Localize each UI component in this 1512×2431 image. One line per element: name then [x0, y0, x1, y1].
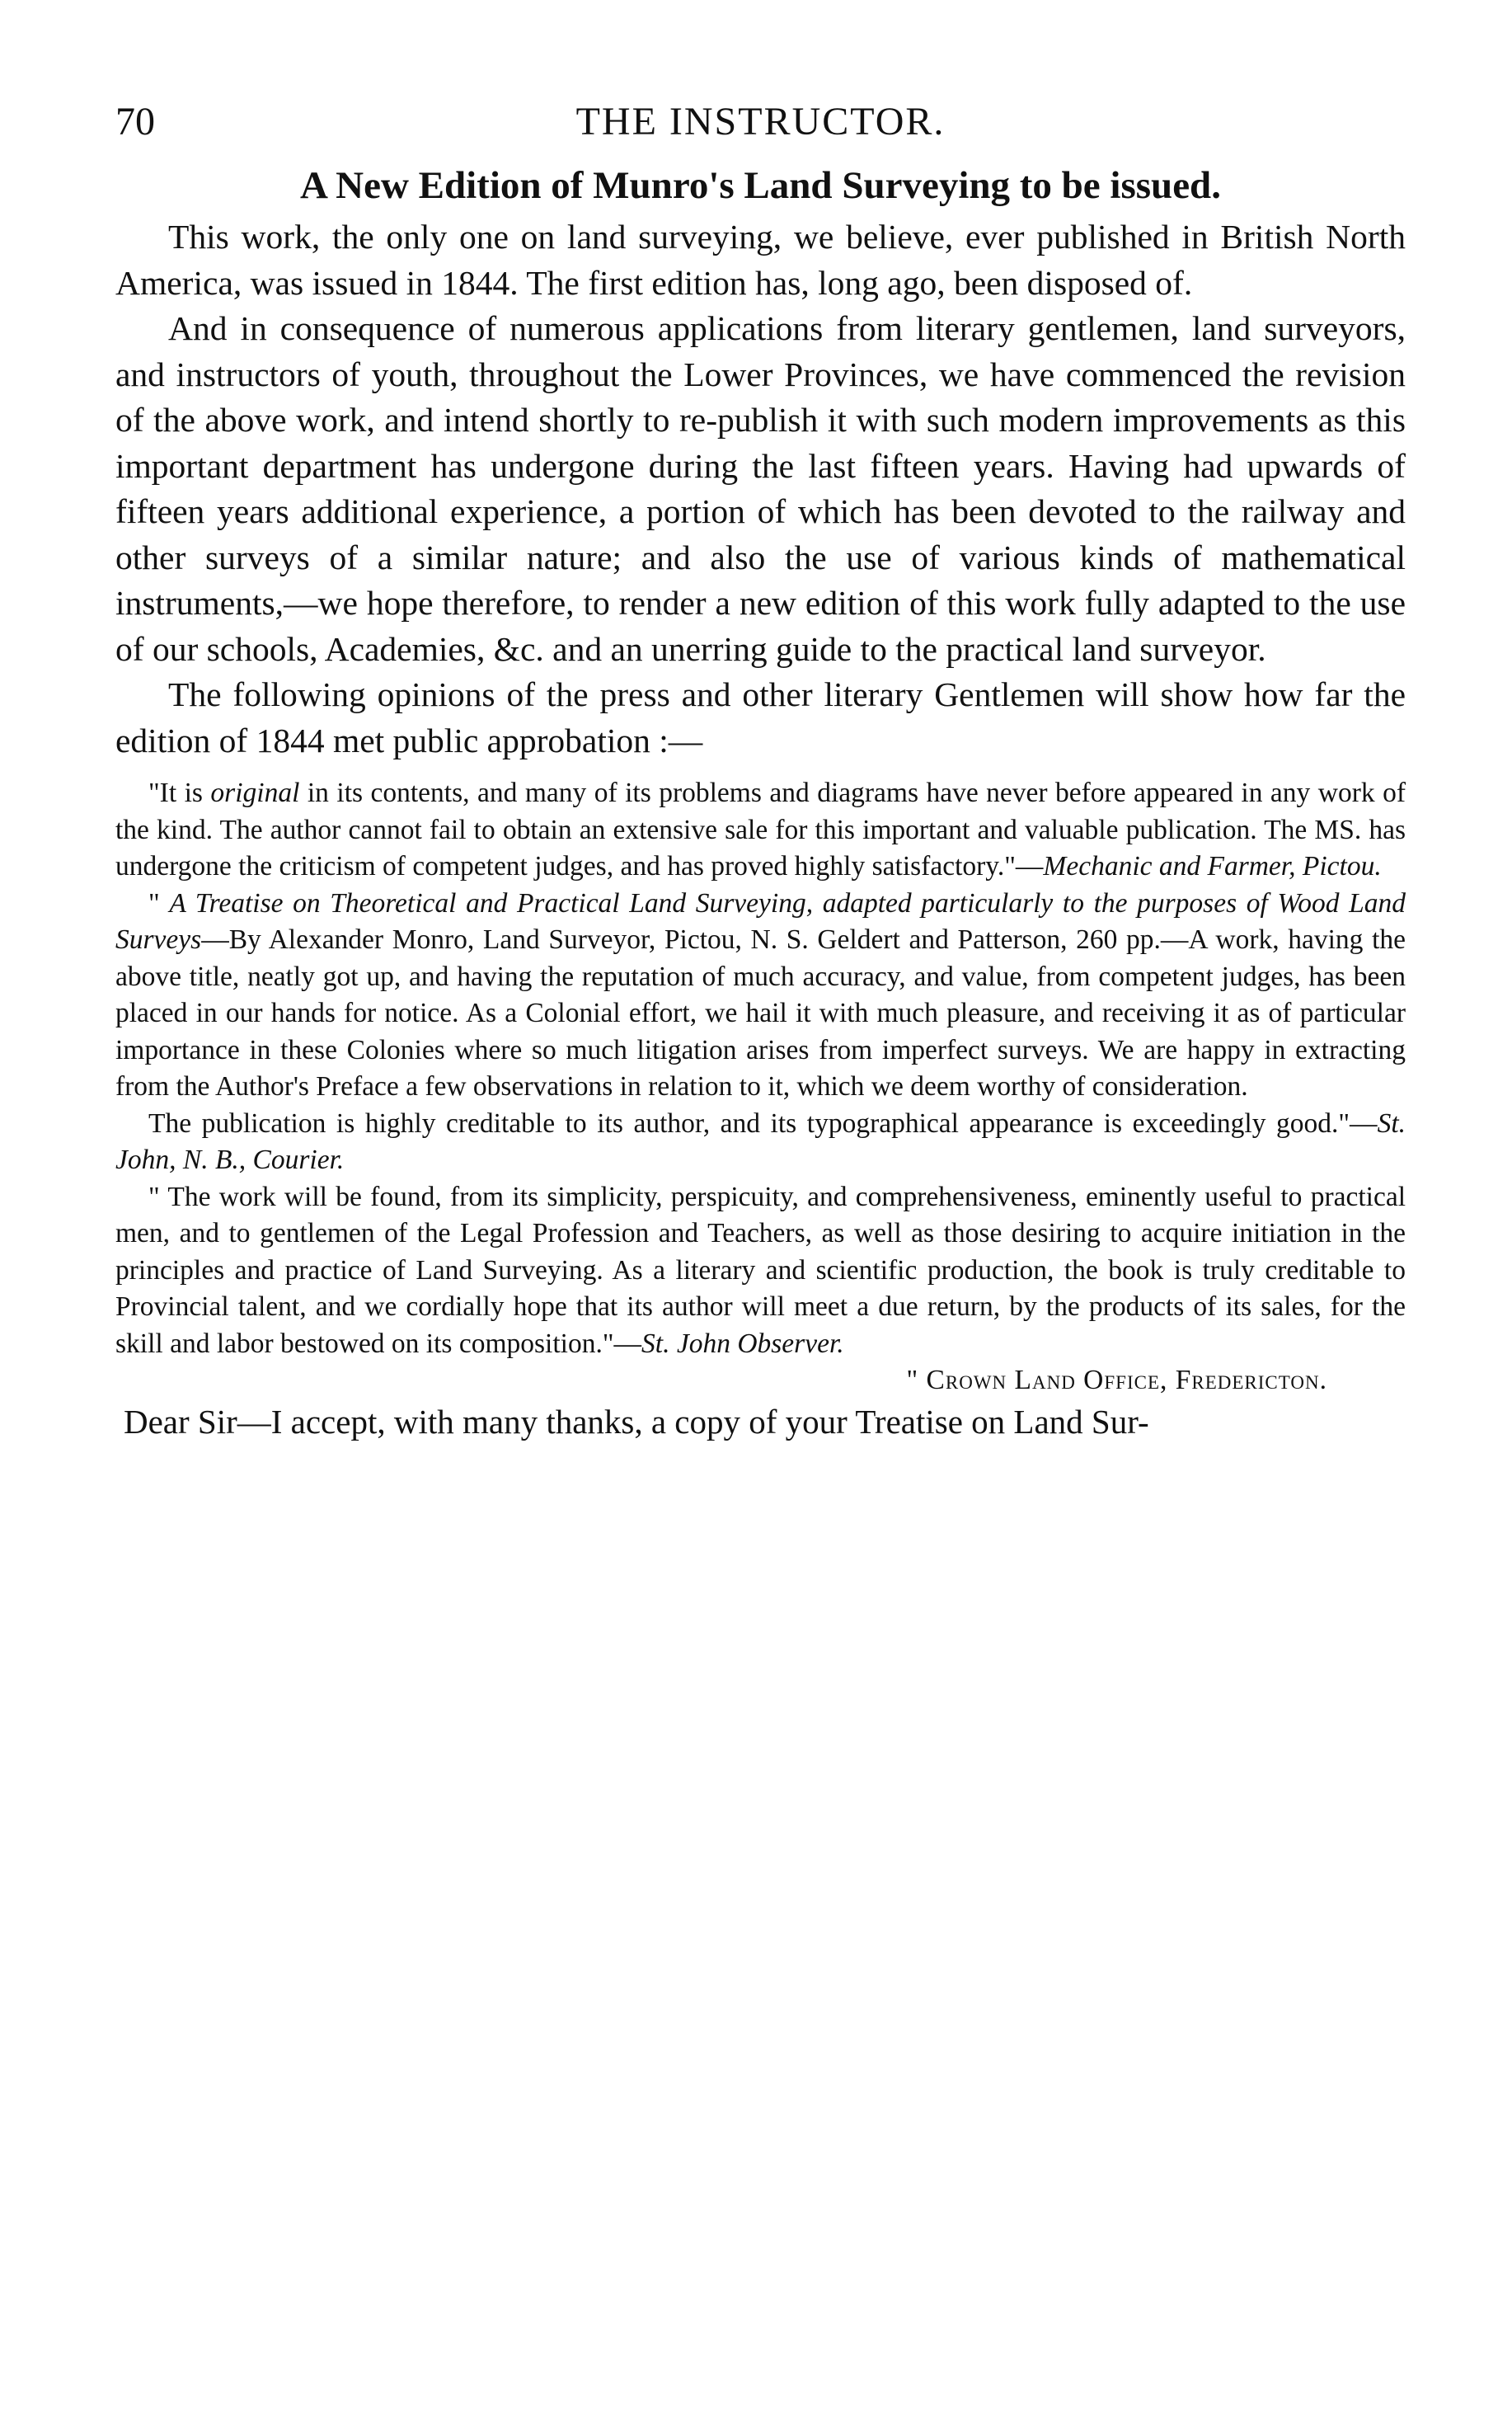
letter-heading: " Crown Land Office, Fredericton.: [906, 1365, 1327, 1395]
press-quote: [115, 1179, 1406, 1363]
letter-opening: Dear Sir—I accept, with many thanks, a copy of your Treatise on Land Sur-: [124, 1402, 1149, 1441]
quote-source: St. John Observer.: [641, 1328, 844, 1359]
quote-text: " The work will be found, from its simplicity, perspicuity, and comprehensiveness, eminently useful to practical men, and to gentlemen of the Legal Profession and Teachers, as well as those desiring to acquire initiation in the principles and practice of Land Surveying. As a literary and scientific production, the book is truly creditable to Provincial talent, and we cordially hope that its author will meet a due return, by the products of its sales, for the skill and labor bestowed on its composition."—: [115, 1181, 1406, 1359]
quote-source: St. John, N. B., Courier.: [115, 1107, 1406, 1175]
press-quote: [115, 1106, 1406, 1179]
quote-source: Mechanic and Farmer, Pictou.: [1043, 851, 1382, 882]
body-paragraph: This work, the only one on land surveying, we believe, ever published in British North America, was issued in 1844. The first edition has, long ago, been disposed of.: [115, 218, 1406, 302]
quote-text: The publication is highly creditable to its author, and its typographical appearance is exceedingly good."—: [148, 1107, 1378, 1139]
quote-text: —By Alexander Monro, Land Surveyor, Pictou, N. S. Geldert and Patterson, 260 pp.—A work, having the above title, neatly got up, and having the reputation of much accuracy, and value, from competent judges, has been placed in our hands for notice. As a Colonial effort, we hail it with much pleasure, and receiving it as of particular importance in these Colonies where so much litigation arises from imperfect surveys. We are happy in extracting from the Author's Preface a few observations in relation to it, which we deem worthy of consideration.: [115, 924, 1406, 1102]
body-paragraph: And in consequence of numerous applications from literary gentlemen, land surveyors, and instructors of youth, throughout the Lower Provinces, we have commenced the revision of the above work, and intend shortly to re-publish it with such modern improvements as this important department has undergone during the last fifteen years. Having had upwards of fifteen years additional experience, a portion of which has been devoted to the railway and other surveys of a similar nature; and also the use of various kinds of mathematical instruments,—we hope therefore, to render a new edition of this work fully adapted to the use of our schools, Academies, &c. and an unerring guide to the practical land surveyor.: [115, 309, 1406, 668]
page-number: 70: [115, 100, 155, 143]
press-quote: [115, 886, 1406, 1106]
article-headline: A New Edition of Munro's Land Surveying to be issued.: [300, 164, 1221, 207]
quote-text: in its contents, and many of its problems and diagrams have never before appeared in any work of the kind. The author cannot fail to obtain an extensive sale for this important and valuable publication. The MS. has undergone the criticism of competent judges, and has proved highly satisfactory."—: [115, 778, 1406, 882]
press-quotes: [115, 775, 1406, 1399]
quote-emphasis: original: [210, 778, 300, 808]
running-title: THE INSTRUCTOR.: [575, 100, 946, 143]
running-head: [115, 97, 1406, 147]
body-paragraph: The following opinions of the press and other literary Gentlemen will show how far the edition of 1844 met public approbation :—: [115, 675, 1406, 759]
press-quote: [115, 775, 1406, 886]
quote-emphasis: A Treatise on Theoretical and Practical Land Surveying, adapted particularly to the purposes of Wood Land Surveys: [115, 887, 1406, 955]
document-page: [115, 97, 1406, 1445]
quote-text: ": [148, 887, 170, 919]
quote-text: "It is: [148, 778, 211, 808]
